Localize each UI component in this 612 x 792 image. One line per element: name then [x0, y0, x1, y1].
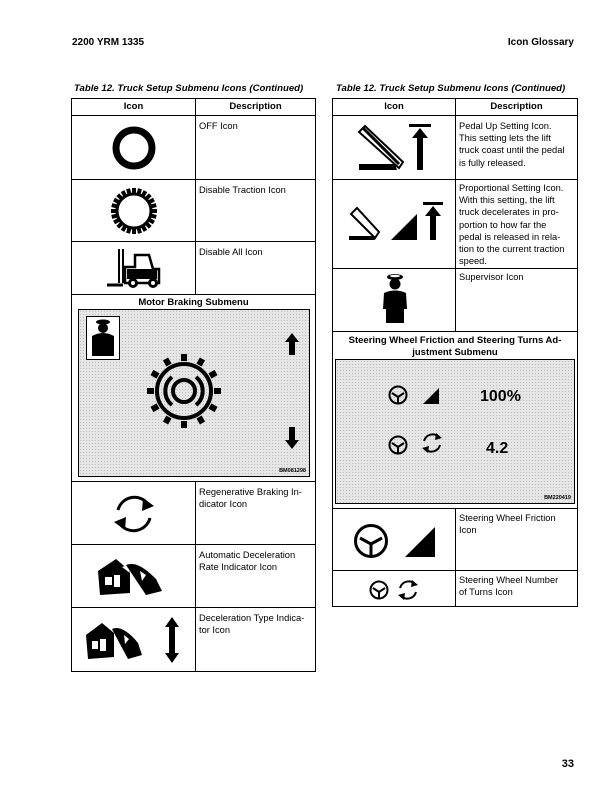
screen-code: BM220419 [544, 495, 571, 501]
row-desc: Disable Traction Icon [199, 185, 286, 195]
table-row [333, 115, 577, 180]
table-row [72, 481, 315, 545]
off-icon [111, 125, 157, 171]
steering-wheel-icon [388, 385, 408, 405]
supervisor-icon [87, 317, 119, 359]
steering-section-title: Steering Wheel Friction and Steering Turns Ad- justment Submenu [348, 335, 562, 358]
left-col-desc-header: Description [229, 101, 282, 112]
row-desc: Steering Wheel Number of Turns Icon [459, 575, 559, 598]
table-row [72, 179, 315, 242]
row-desc: Automatic Deceleration Rate Indicator Icon [199, 550, 296, 573]
row-desc: Supervisor Icon [459, 272, 524, 282]
steering-wheel-friction-icon [353, 523, 389, 559]
right-col-icon-header: Icon [384, 101, 404, 112]
table-row [72, 115, 315, 180]
turns-value: 4.2 [486, 440, 509, 457]
friction-triangle-icon [405, 527, 435, 557]
regenerative-braking-icon [108, 492, 160, 536]
left-table [71, 98, 316, 672]
row-desc: Regenerative Braking In- dicator Icon [199, 487, 302, 510]
table-row [333, 508, 577, 571]
right-table [332, 98, 578, 607]
friction-value: 100% [480, 388, 521, 405]
turns-arrows-icon [420, 431, 444, 455]
motor-braking-gear-icon [144, 351, 224, 431]
supervisor-icon [381, 273, 409, 327]
page-number: 33 [561, 758, 574, 770]
right-table-caption: Table 12. Truck Setup Submenu Icons (Continued) [336, 83, 566, 94]
steering-wheel-turns-icon [396, 578, 420, 602]
table-row [333, 179, 577, 269]
friction-triangle-icon [423, 388, 439, 404]
automatic-deceleration-icon [96, 555, 166, 599]
supervisor-box [86, 316, 120, 360]
doc-id: 2200 YRM 1335 [72, 37, 145, 48]
arrow-down-icon [285, 427, 299, 449]
steering-screen [335, 359, 575, 504]
steering-section [333, 331, 577, 509]
left-table-caption: Table 12. Truck Setup Submenu Icons (Continued) [74, 83, 304, 94]
motor-braking-screen [78, 309, 310, 477]
steering-wheel-icon [388, 435, 408, 455]
right-col-desc-header: Description [490, 101, 543, 112]
proportional-setting-icon [347, 200, 447, 244]
pedal-up-icon [355, 122, 435, 172]
row-desc: Steering Wheel Friction Icon [459, 513, 556, 536]
row-desc: Disable All Icon [199, 247, 263, 257]
table-row [333, 570, 577, 607]
table-row [72, 607, 315, 672]
row-desc: OFF Icon [199, 121, 238, 131]
table-row [333, 268, 577, 332]
table-row [72, 544, 315, 608]
motor-braking-section [72, 294, 315, 482]
motor-braking-title: Motor Braking Submenu [138, 297, 249, 308]
screen-code: BM081298 [279, 468, 306, 474]
deceleration-type-icon [84, 615, 184, 665]
row-desc: Pedal Up Setting Icon. This setting lets the lift truck coast until the pedal is fully released. [459, 121, 565, 168]
table-row [72, 241, 315, 295]
steering-wheel-icon [369, 580, 389, 600]
row-desc: Proportional Setting Icon. With this setting, the lift truck decelerates in pro- portion to how far the pedal is released in rela- tion to the current traction speed. [459, 183, 565, 267]
disable-traction-icon [110, 187, 158, 235]
row-desc: Deceleration Type Indica- tor Icon [199, 613, 305, 636]
left-col-icon-header: Icon [123, 101, 144, 112]
section-title: Icon Glossary [507, 37, 574, 48]
disable-all-icon [105, 245, 165, 291]
arrow-up-icon [285, 333, 299, 355]
